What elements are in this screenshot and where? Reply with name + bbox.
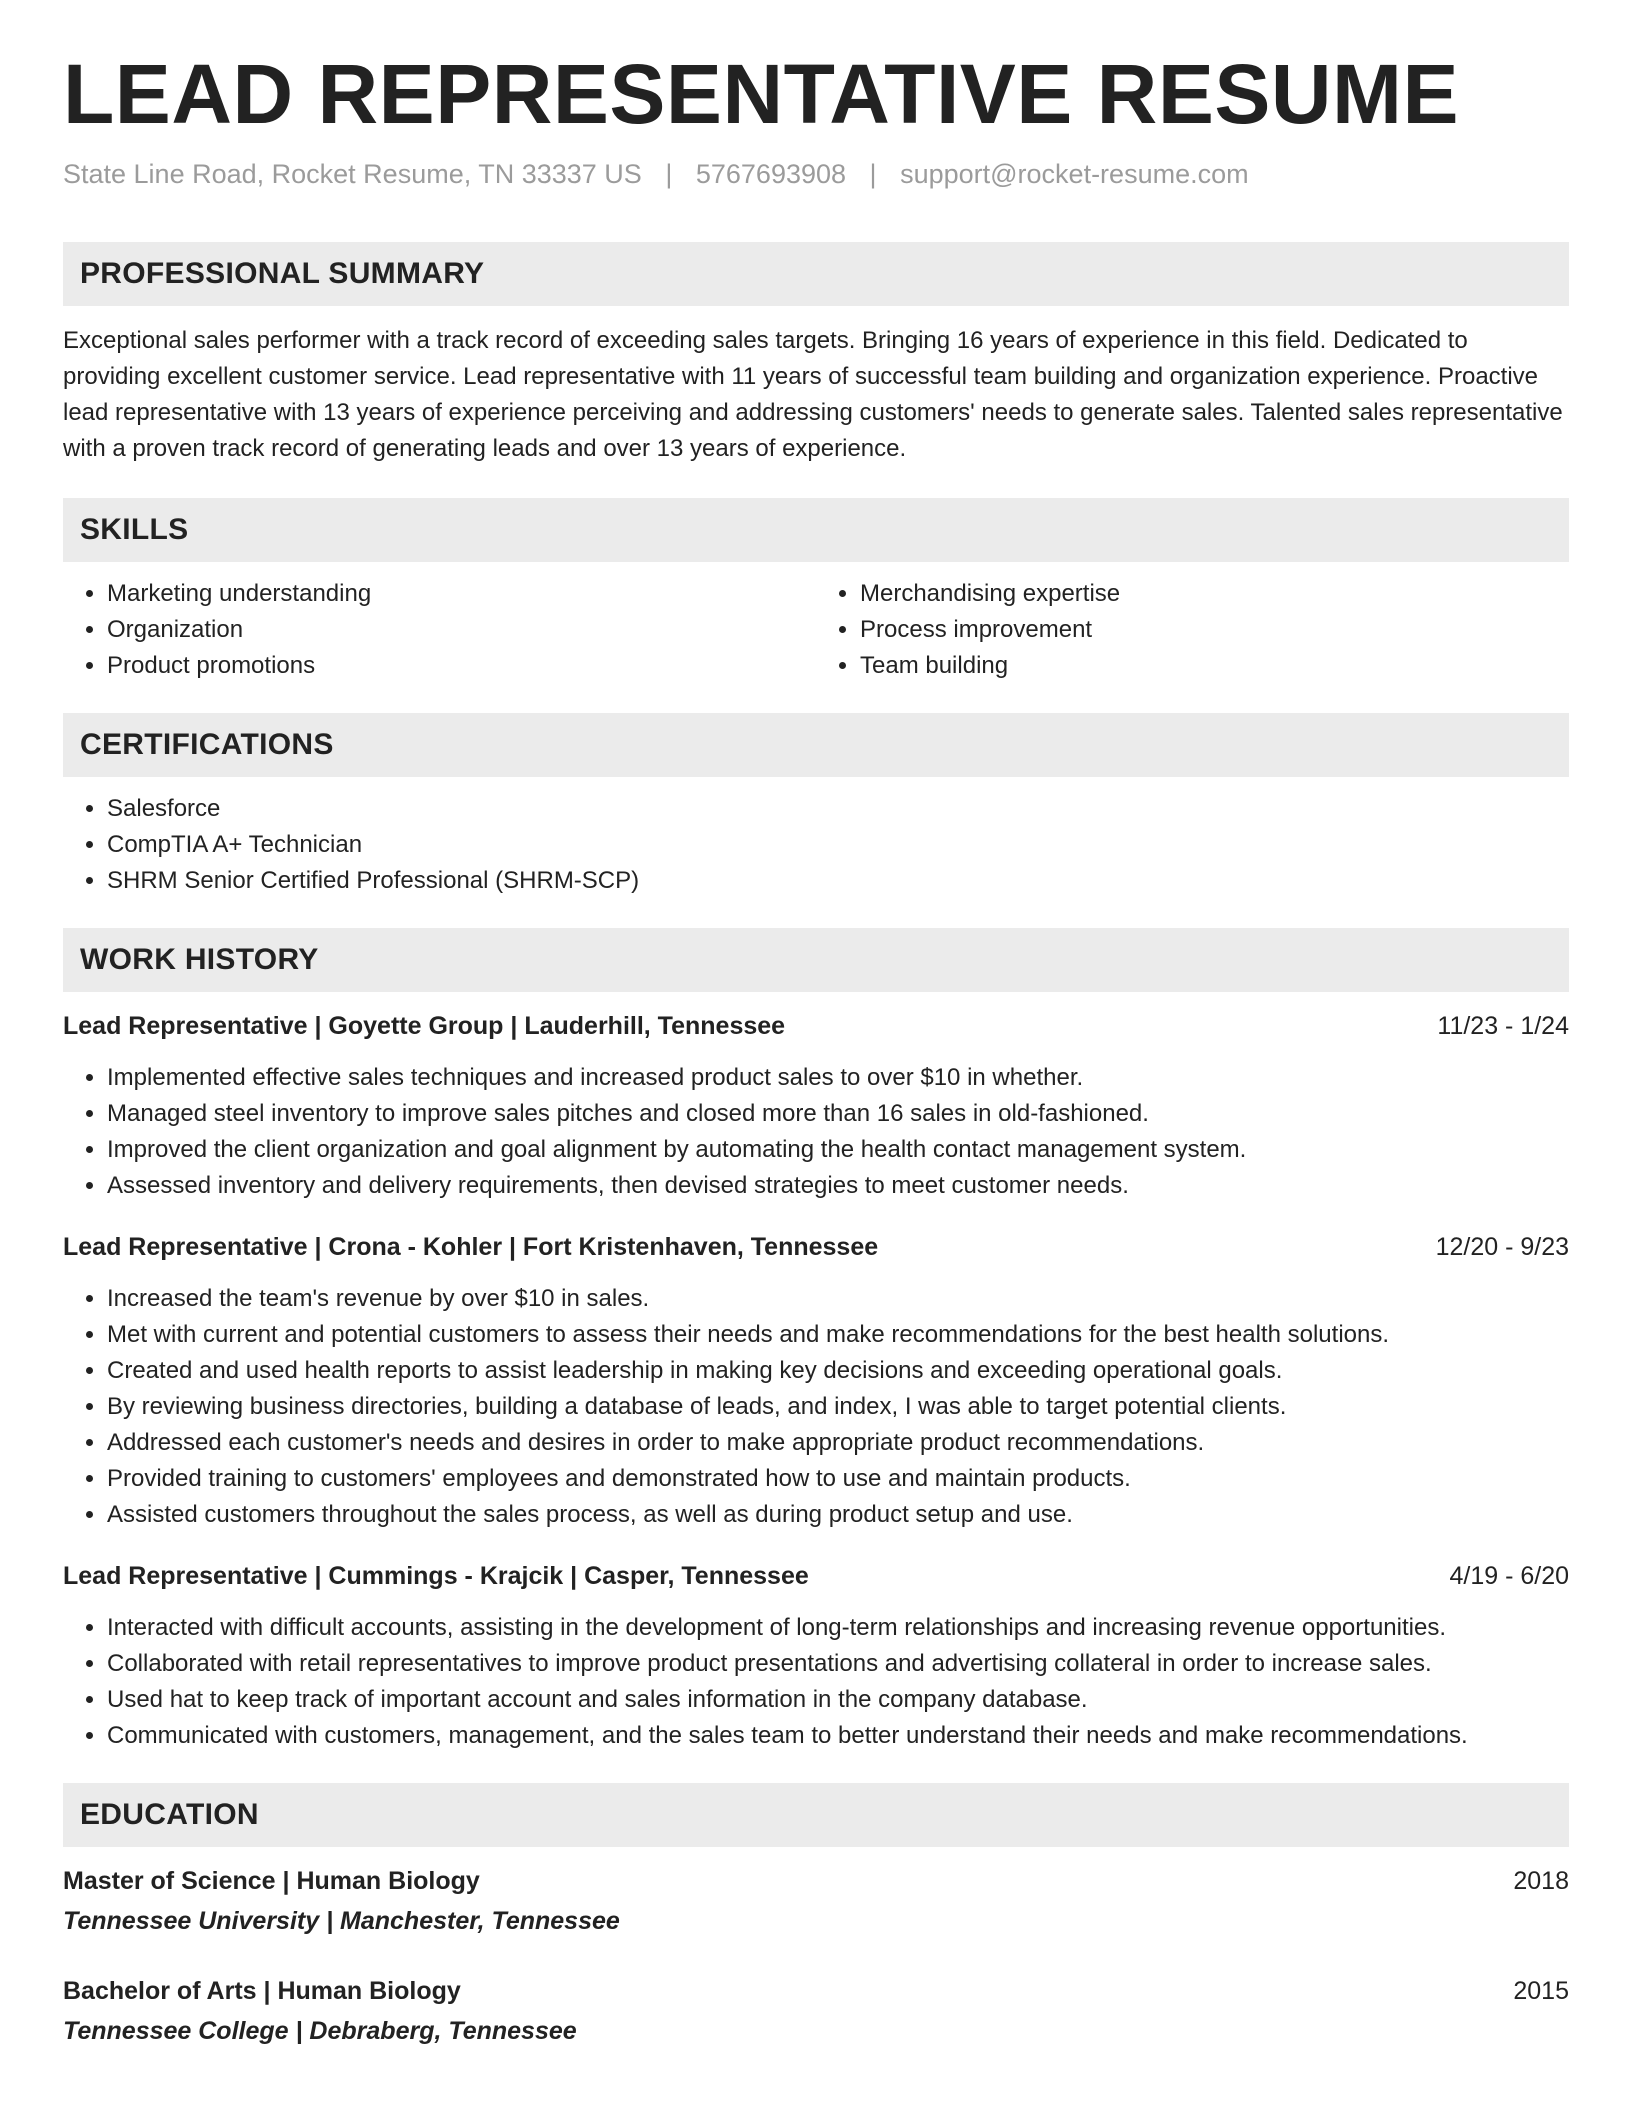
- skill-item: • Merchandising expertise: [860, 576, 1569, 612]
- education-heading: EDUCATION: [63, 1783, 1569, 1847]
- education-section: [63, 1783, 1569, 2049]
- skills-section: [63, 498, 1569, 684]
- job-bullet: • Assisted customers throughout the sales process, as well as during product setup and use.: [107, 1497, 1569, 1533]
- job-bullet: • Collaborated with retail representatives to improve product presentations and advertising collateral in order to increase sales.: [107, 1646, 1569, 1682]
- resume-title: LEAD REPRESENTATIVE RESUME: [63, 47, 1460, 141]
- job-title: Lead Representative | Goyette Group | Lauderhill, Tennessee: [63, 1011, 786, 1040]
- certifications-list: [63, 791, 1569, 899]
- job-dates: 4/19 - 6/20: [1449, 1561, 1569, 1590]
- education-school: Tennessee College | Debraberg, Tennessee: [63, 2016, 577, 2045]
- certifications-section: [63, 713, 1569, 899]
- contact-phone: 5767693908: [695, 159, 847, 190]
- job-title: Lead Representative | Cummings - Krajcik | Casper, Tennessee: [63, 1561, 809, 1590]
- skill-item: • Process improvement: [860, 612, 1569, 648]
- contact-line: [63, 158, 1569, 190]
- skill-item: • Marketing understanding: [107, 576, 816, 612]
- work-history-section: [63, 928, 1569, 1754]
- certification-item: • CompTIA A+ Technician: [107, 827, 1569, 863]
- skills-list-right: [816, 576, 1569, 684]
- education-degree: Master of Science | Human Biology: [63, 1866, 480, 1895]
- job-entry: [63, 1229, 1569, 1533]
- job-header: [63, 1558, 1569, 1594]
- job-bullet: • By reviewing business directories, building a database of leads, and index, I was able to target potential clients.: [107, 1389, 1569, 1425]
- job-bullet: • Provided training to customers' employees and demonstrated how to use and maintain products.: [107, 1461, 1569, 1497]
- education-entry: [63, 1973, 1569, 2049]
- job-dates: 11/23 - 1/24: [1437, 1011, 1569, 1040]
- skills-grid: [63, 576, 1569, 684]
- skill-item: • Organization: [107, 612, 816, 648]
- summary-section: [63, 242, 1569, 467]
- certification-item: • SHRM Senior Certified Professional (SHRM-SCP): [107, 863, 1569, 899]
- job-bullet: • Assessed inventory and delivery requirements, then devised strategies to meet customer needs.: [107, 1168, 1569, 1204]
- skills-heading: SKILLS: [63, 498, 1569, 562]
- certification-item: • Salesforce: [107, 791, 1569, 827]
- contact-email: support@rocket-resume.com: [900, 159, 1249, 190]
- work-history-heading: WORK HISTORY: [63, 928, 1569, 992]
- job-bullet: • Used hat to keep track of important account and sales information in the company database.: [107, 1682, 1569, 1718]
- job-bullet: • Interacted with difficult accounts, assisting in the development of long-term relationships and increasing revenue opportunities.: [107, 1610, 1569, 1646]
- job-bullets: [63, 1281, 1569, 1533]
- contact-separator: |: [665, 159, 673, 190]
- job-title: Lead Representative | Crona - Kohler | Fort Kristenhaven, Tennessee: [63, 1232, 879, 1261]
- job-bullet: • Created and used health reports to assist leadership in making key decisions and exceeding operational goals.: [107, 1353, 1569, 1389]
- job-bullet: • Increased the team's revenue by over $10 in sales.: [107, 1281, 1569, 1317]
- job-bullets: [63, 1060, 1569, 1204]
- skill-item: • Product promotions: [107, 648, 816, 684]
- job-bullet: • Managed steel inventory to improve sales pitches and closed more than 16 sales in old-fashioned.: [107, 1096, 1569, 1132]
- education-school: Tennessee University | Manchester, Tennessee: [63, 1906, 620, 1935]
- job-bullets: [63, 1610, 1569, 1754]
- education-year: 2015: [1513, 1976, 1569, 2005]
- job-entry: [63, 1008, 1569, 1204]
- skill-item: • Team building: [860, 648, 1569, 684]
- certifications-heading: CERTIFICATIONS: [63, 713, 1569, 777]
- skills-list-left: [63, 576, 816, 684]
- education-entry: [63, 1863, 1569, 1939]
- education-year: 2018: [1513, 1866, 1569, 1895]
- job-entry: [63, 1558, 1569, 1754]
- job-bullet: • Improved the client organization and goal alignment by automating the health contact management system.: [107, 1132, 1569, 1168]
- summary-heading: PROFESSIONAL SUMMARY: [63, 242, 1569, 306]
- education-degree: Bachelor of Arts | Human Biology: [63, 1976, 461, 2005]
- job-dates: 12/20 - 9/23: [1435, 1232, 1569, 1261]
- job-bullet: • Communicated with customers, management, and the sales team to better understand their needs and make recommendations.: [107, 1718, 1569, 1754]
- education-header: [63, 1863, 1569, 1899]
- contact-separator: |: [869, 159, 877, 190]
- summary-text: Exceptional sales performer with a track record of exceeding sales targets. Bringing 16 years of experience in this field. Dedicated to providing excellent customer service. Lead representative with 11 years of successful team building and organization experience. Proactive lead representative with 13 years of experience perceiving and addressing customers' needs to generate sales. Talented sales representative with a proven track record of generating leads and over 13 years of experience.: [63, 326, 1563, 462]
- job-header: [63, 1008, 1569, 1044]
- job-bullet: • Addressed each customer's needs and desires in order to make appropriate product recommendations.: [107, 1425, 1569, 1461]
- job-bullet: • Met with current and potential customers to assess their needs and make recommendations for the best health solutions.: [107, 1317, 1569, 1353]
- contact-address: State Line Road, Rocket Resume, TN 33337 US: [63, 159, 642, 190]
- job-bullet: • Implemented effective sales techniques and increased product sales to over $10 in whether.: [107, 1060, 1569, 1096]
- education-header: [63, 1973, 1569, 2009]
- job-header: [63, 1229, 1569, 1265]
